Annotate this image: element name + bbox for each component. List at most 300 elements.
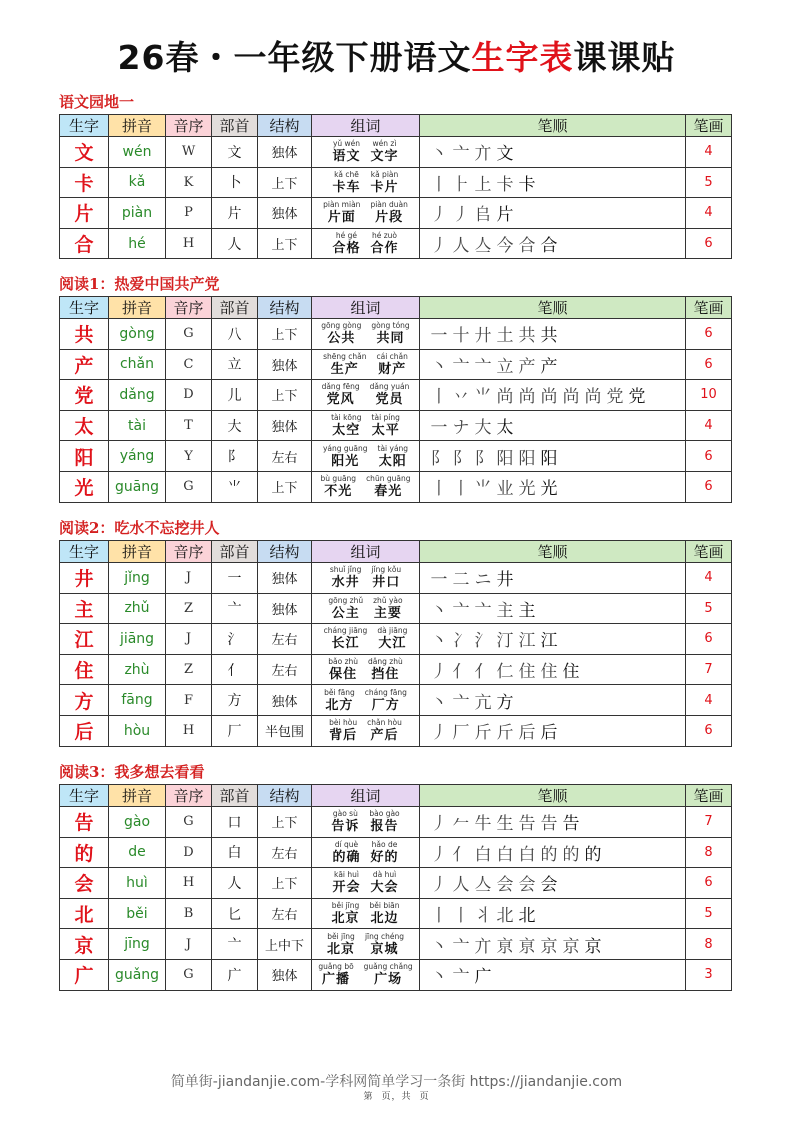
radical-cell: 立 [212, 349, 258, 380]
stroke-count-cell: 7 [686, 807, 732, 838]
stroke-step: 文 [496, 144, 514, 165]
stroke-step: 尚 [518, 387, 536, 408]
stroke-count-cell: 4 [686, 685, 732, 716]
word-pinyin: jǐng kǒu [371, 565, 402, 575]
stroke-order-cell [420, 593, 686, 624]
order-cell: F [166, 685, 212, 716]
structure-cell: 左右 [258, 624, 312, 655]
stroke-step: 共 [540, 326, 558, 347]
structure-cell: 上下 [258, 380, 312, 411]
stroke-order-cell [420, 563, 686, 594]
word-pinyin: shuǐ jǐng [329, 565, 362, 575]
header-pinyin: 拼音 [109, 115, 166, 137]
page-label-b: 页，共 [381, 1092, 412, 1102]
char-cell: 井 [60, 563, 109, 594]
stroke-step: 阳 [540, 448, 558, 469]
word-pinyin: cháng fāng [364, 687, 407, 697]
header-strokes: 笔顺 [420, 541, 686, 563]
stroke-step: 卡 [518, 174, 536, 195]
word-text: 合作 [370, 241, 399, 257]
word-pinyin: kǎ piàn [370, 169, 399, 179]
stroke-step: 亠 [452, 692, 470, 713]
stroke-step: ⺊ [452, 174, 470, 195]
radical-cell: ⺌ [212, 471, 258, 502]
structure-cell: 上下 [258, 868, 312, 899]
structure-cell: 上下 [258, 228, 312, 259]
char-cell: 文 [60, 137, 109, 168]
word-text: 京城 [370, 941, 399, 957]
stroke-step: 光 [518, 479, 536, 500]
stroke-step: 合 [540, 236, 558, 257]
stroke-step: 尚 [540, 387, 558, 408]
table-row [60, 715, 732, 746]
stroke-order-cell [420, 868, 686, 899]
stroke-count-cell: 4 [686, 410, 732, 441]
stroke-step: 亠 [452, 144, 470, 165]
stroke-step: 北 [496, 906, 514, 927]
table-row [60, 380, 732, 411]
word-group [327, 932, 355, 957]
structure-cell: 上中下 [258, 929, 312, 960]
words-cell [312, 654, 420, 685]
header-pinyin: 拼音 [109, 297, 166, 319]
word-pinyin: dǎng yuán [369, 382, 410, 392]
word-group [369, 901, 399, 926]
word-text: 共同 [376, 331, 405, 347]
word-group [364, 962, 413, 987]
pinyin-cell: dǎng [109, 380, 166, 411]
word-group [368, 657, 403, 682]
table-header-row [60, 115, 732, 137]
word-text: 的确 [332, 849, 361, 865]
words-cell [312, 228, 420, 259]
stroke-step: 亠 [452, 600, 470, 621]
character-table [59, 114, 732, 259]
header-pinyin: 拼音 [109, 785, 166, 807]
words-cell [312, 715, 420, 746]
char-cell: 后 [60, 715, 109, 746]
word-pinyin: hé zuò [371, 231, 398, 241]
word-pinyin: bù guāng [320, 474, 357, 484]
stroke-step: 阳 [518, 448, 536, 469]
pinyin-cell: hòu [109, 715, 166, 746]
header-radical: 部首 [212, 115, 258, 137]
stroke-step: 丨 [430, 387, 448, 408]
order-cell: B [166, 898, 212, 929]
word-pinyin: kāi huì [333, 870, 359, 880]
radical-cell: 亠 [212, 593, 258, 624]
stroke-order-cell [420, 685, 686, 716]
char-cell: 卡 [60, 167, 109, 198]
word-group [371, 565, 401, 590]
stroke-step: 牛 [474, 814, 492, 835]
char-cell: 的 [60, 837, 109, 868]
words-cell [312, 868, 420, 899]
stroke-step: 丨 [430, 479, 448, 500]
word-group [331, 809, 359, 834]
structure-cell: 独体 [258, 685, 312, 716]
stroke-step: 亻 [452, 844, 470, 865]
order-cell: G [166, 807, 212, 838]
header-count: 笔画 [686, 297, 732, 319]
header-char: 生字 [60, 541, 109, 563]
stroke-step: 上 [474, 174, 492, 195]
radical-cell: 匕 [212, 898, 258, 929]
header-count: 笔画 [686, 115, 732, 137]
stroke-step: 阳 [496, 448, 514, 469]
stroke-step: 白 [474, 844, 492, 865]
stroke-step: 亼 [474, 875, 492, 896]
stroke-step: 井 [496, 570, 514, 591]
word-group [365, 932, 404, 957]
stroke-step: 北 [518, 906, 536, 927]
word-group [366, 474, 410, 499]
word-group [331, 901, 359, 926]
word-text: 好的 [370, 849, 399, 865]
order-cell: K [166, 167, 212, 198]
character-table [59, 540, 732, 747]
char-cell: 京 [60, 929, 109, 960]
header-order: 音序 [166, 541, 212, 563]
stroke-step: 丨 [452, 479, 470, 500]
word-group [322, 382, 360, 407]
pinyin-cell: zhù [109, 654, 166, 685]
stroke-step: 丨 [430, 906, 448, 927]
stroke-step: 亼 [474, 236, 492, 257]
pinyin-cell: jīng [109, 929, 166, 960]
stroke-step: 一 [430, 570, 448, 591]
word-group [372, 413, 400, 438]
stroke-step: 的 [562, 844, 580, 865]
header-radical: 部首 [212, 297, 258, 319]
pinyin-cell: wén [109, 137, 166, 168]
word-pinyin: chūn guāng [366, 474, 411, 484]
stroke-order-cell [420, 319, 686, 350]
word-text: 长江 [331, 636, 360, 652]
stroke-step: 卡 [496, 174, 514, 195]
word-pinyin: piàn duàn [370, 200, 408, 210]
structure-cell: 左右 [258, 837, 312, 868]
lesson-section [59, 516, 731, 747]
stroke-step: 阝 [452, 448, 470, 469]
order-cell: D [166, 837, 212, 868]
structure-cell: 上下 [258, 807, 312, 838]
pinyin-cell: guǎng [109, 959, 166, 990]
stroke-step: 丷 [452, 387, 470, 408]
order-cell: J [166, 563, 212, 594]
words-cell [312, 198, 420, 229]
stroke-order-cell [420, 959, 686, 990]
stroke-step: 亣 [474, 936, 492, 957]
word-text: 水井 [331, 575, 360, 591]
stroke-step: 丿 [452, 205, 470, 226]
stroke-count-cell: 6 [686, 349, 732, 380]
words-cell [312, 319, 420, 350]
stroke-step: 丿 [430, 875, 448, 896]
stroke-step: 汀 [496, 631, 514, 652]
word-pinyin: dà huì [372, 870, 397, 880]
radical-cell: 亠 [212, 929, 258, 960]
word-pinyin: běi biān [369, 901, 400, 911]
stroke-step: 住 [540, 662, 558, 683]
structure-cell: 左右 [258, 654, 312, 685]
stroke-step: 丶 [430, 692, 448, 713]
word-pinyin: bǎo zhù [328, 657, 359, 667]
word-group [371, 870, 399, 895]
word-text: 厂方 [371, 697, 400, 713]
word-pinyin: guǎng bō [318, 962, 354, 972]
stroke-step: 亻 [452, 662, 470, 683]
table-row [60, 685, 732, 716]
char-cell: 光 [60, 471, 109, 502]
stroke-step: 共 [518, 326, 536, 347]
words-cell [312, 380, 420, 411]
word-text: 太阳 [378, 453, 407, 469]
word-pinyin: kǎ chē [334, 169, 359, 179]
stroke-step: 丶 [430, 600, 448, 621]
words-cell [312, 441, 420, 472]
stroke-step: 太 [496, 418, 514, 439]
stroke-order-cell [420, 898, 686, 929]
stroke-order-cell [420, 624, 686, 655]
char-cell: 方 [60, 685, 109, 716]
stroke-step: 京 [584, 936, 602, 957]
words-cell [312, 898, 420, 929]
structure-cell: 半包围 [258, 715, 312, 746]
stroke-step: 京 [562, 936, 580, 957]
stroke-step: 党 [628, 387, 646, 408]
word-text: 公主 [331, 605, 360, 621]
word-text: 党风 [326, 392, 355, 408]
structure-cell: 独体 [258, 198, 312, 229]
radical-cell: 人 [212, 868, 258, 899]
header-order: 音序 [166, 785, 212, 807]
table-row [60, 868, 732, 899]
stroke-step: 后 [518, 723, 536, 744]
table-header-row [60, 785, 732, 807]
stroke-step: 人 [452, 875, 470, 896]
word-pinyin: yáng guāng [322, 443, 368, 453]
stroke-step: 主 [518, 600, 536, 621]
radical-cell: 阝 [212, 441, 258, 472]
header-count: 笔画 [686, 785, 732, 807]
word-group [371, 231, 399, 256]
stroke-step: 亠 [452, 356, 470, 377]
word-group [367, 718, 402, 743]
order-cell: Y [166, 441, 212, 472]
stroke-count-cell: 6 [686, 715, 732, 746]
stroke-step: 会 [518, 875, 536, 896]
stroke-step: 丿 [430, 662, 448, 683]
stroke-step: 丿 [430, 723, 448, 744]
structure-cell: 独体 [258, 563, 312, 594]
pinyin-cell: hé [109, 228, 166, 259]
char-cell: 合 [60, 228, 109, 259]
stroke-step: ナ [452, 418, 470, 439]
pinyin-cell: chǎn [109, 349, 166, 380]
structure-cell: 左右 [258, 441, 312, 472]
word-pinyin: bào gào [369, 809, 400, 819]
radical-cell: 亻 [212, 654, 258, 685]
word-group [318, 962, 353, 987]
order-cell: H [166, 715, 212, 746]
title-highlight: 生字表 [471, 38, 574, 77]
structure-cell: 上下 [258, 319, 312, 350]
table-row [60, 349, 732, 380]
stroke-step: 会 [540, 875, 558, 896]
stroke-order-cell [420, 137, 686, 168]
stroke-step: 𠂉 [452, 814, 470, 835]
radical-cell: 人 [212, 228, 258, 259]
order-cell: G [166, 471, 212, 502]
structure-cell: 独体 [258, 593, 312, 624]
header-words: 组词 [312, 785, 420, 807]
pinyin-cell: huì [109, 868, 166, 899]
header-radical: 部首 [212, 541, 258, 563]
stroke-step: 光 [540, 479, 558, 500]
order-cell: Z [166, 654, 212, 685]
word-group [328, 657, 358, 682]
stroke-step: 人 [452, 236, 470, 257]
stroke-order-cell [420, 715, 686, 746]
stroke-order-cell [420, 167, 686, 198]
pinyin-cell: yáng [109, 441, 166, 472]
table-row [60, 807, 732, 838]
stroke-step: 丨 [430, 174, 448, 195]
page-label-c: 页 [419, 1092, 430, 1102]
stroke-step: 尚 [584, 387, 602, 408]
word-text: 不光 [324, 484, 353, 500]
table-row [60, 929, 732, 960]
word-text: 保住 [329, 667, 358, 683]
word-text: 北边 [370, 911, 399, 927]
words-cell [312, 137, 420, 168]
section-title: 语文园地一 [59, 93, 135, 111]
word-group [371, 321, 409, 346]
word-group [370, 382, 410, 407]
stroke-step: 尚 [496, 387, 514, 408]
words-cell [312, 349, 420, 380]
stroke-step: 十 [452, 326, 470, 347]
word-pinyin: dí què [334, 839, 359, 849]
stroke-step: 广 [474, 967, 492, 988]
stroke-step: ⺌ [474, 387, 492, 408]
char-cell: 住 [60, 654, 109, 685]
stroke-step: 丿 [430, 236, 448, 257]
stroke-step: 一 [430, 418, 448, 439]
stroke-step: 立 [496, 356, 514, 377]
stroke-step: 一 [430, 326, 448, 347]
word-pinyin: jīng chéng [364, 931, 405, 941]
word-text: 报告 [370, 819, 399, 835]
table-row [60, 654, 732, 685]
header-order: 音序 [166, 115, 212, 137]
word-group [321, 321, 361, 346]
word-pinyin: guǎng chǎng [363, 962, 413, 972]
word-group [321, 474, 357, 499]
words-cell [312, 807, 420, 838]
radical-cell: 方 [212, 685, 258, 716]
stroke-step: 丿 [430, 814, 448, 835]
stroke-step: 丿 [430, 844, 448, 865]
stroke-count-cell: 8 [686, 929, 732, 960]
words-cell [312, 593, 420, 624]
word-text: 大会 [370, 880, 399, 896]
word-group [332, 231, 360, 256]
word-group [377, 626, 407, 651]
stroke-step: 仁 [496, 662, 514, 683]
radical-cell: 氵 [212, 624, 258, 655]
header-char: 生字 [60, 115, 109, 137]
stroke-step: 亠 [452, 967, 470, 988]
char-cell: 阳 [60, 441, 109, 472]
word-pinyin: cháng jiāng [323, 626, 368, 636]
word-pinyin: gōng gòng [321, 321, 362, 331]
stroke-order-cell [420, 410, 686, 441]
stroke-count-cell: 5 [686, 167, 732, 198]
char-cell: 产 [60, 349, 109, 380]
word-text: 广场 [374, 972, 403, 988]
radical-cell: 片 [212, 198, 258, 229]
word-text: 背后 [329, 728, 358, 744]
header-strokes: 笔顺 [420, 115, 686, 137]
words-cell [312, 837, 420, 868]
structure-cell: 左右 [258, 898, 312, 929]
word-group [329, 718, 357, 743]
order-cell: J [166, 929, 212, 960]
stroke-step: 丶 [430, 936, 448, 957]
word-pinyin: dǎng fēng [321, 382, 360, 392]
table-row [60, 898, 732, 929]
stroke-step: 亢 [474, 692, 492, 713]
table-row [60, 959, 732, 990]
stroke-step: 江 [540, 631, 558, 652]
header-strokes: 笔顺 [420, 297, 686, 319]
table-row [60, 319, 732, 350]
word-text: 北京 [331, 911, 360, 927]
word-pinyin: bèi hòu [329, 718, 358, 728]
header-pinyin: 拼音 [109, 541, 166, 563]
word-pinyin: běi fāng [324, 687, 355, 697]
stroke-step: 亠 [474, 600, 492, 621]
stroke-step: 二 [452, 570, 470, 591]
stroke-step: 亠 [474, 356, 492, 377]
word-text: 井口 [372, 575, 401, 591]
stroke-step: 冫 [452, 631, 470, 652]
stroke-step: 亠 [452, 936, 470, 957]
stroke-step: 后 [540, 723, 558, 744]
stroke-step: 厂 [452, 723, 470, 744]
word-text: 生产 [330, 361, 359, 377]
word-pinyin: tài yáng [377, 443, 409, 453]
word-pinyin: zhǔ yào [373, 595, 403, 605]
word-group [328, 596, 363, 621]
char-cell: 江 [60, 624, 109, 655]
word-pinyin: běi jīng [327, 931, 355, 941]
stroke-step: 亻 [474, 662, 492, 683]
stroke-step: 亰 [496, 936, 514, 957]
order-cell: C [166, 349, 212, 380]
stroke-count-cell: 6 [686, 624, 732, 655]
header-order: 音序 [166, 297, 212, 319]
word-text: 主要 [373, 605, 402, 621]
section-title: 阅读2：吃水不忘挖井人 [59, 519, 220, 537]
pinyin-cell: jiāng [109, 624, 166, 655]
stroke-step: 方 [496, 692, 514, 713]
word-text: 卡车 [332, 179, 361, 195]
lesson-section [59, 272, 731, 503]
title-prefix: 26春・一年级下册语文 [117, 38, 472, 77]
